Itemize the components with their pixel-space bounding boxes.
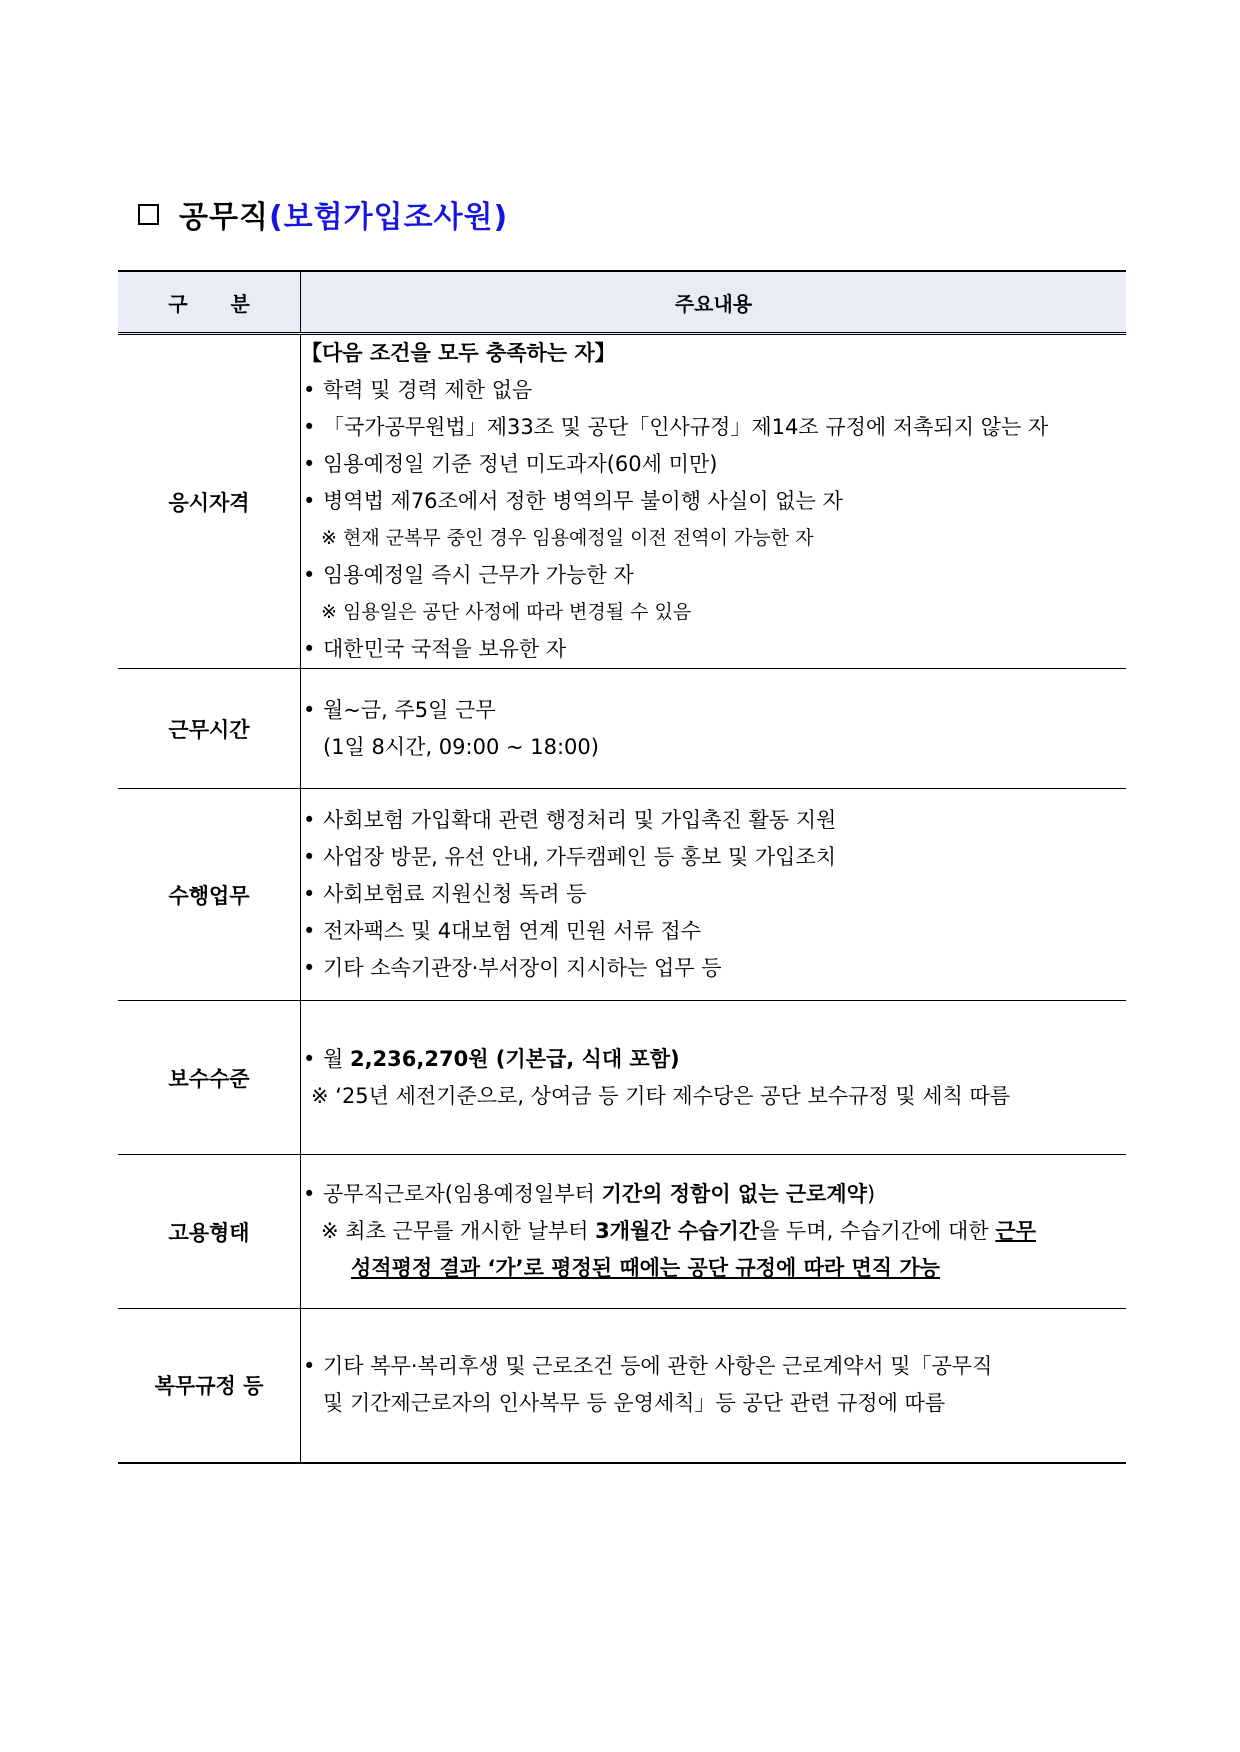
list-item — [301, 1176, 1126, 1213]
list-item: • 「국가공무원법」제33조 및 공단「인사규정」제14조 규정에 저촉되지 않는 자 — [301, 409, 1126, 446]
salary-prefix: 월 — [323, 1046, 350, 1071]
row-content — [301, 334, 1127, 669]
note-text-underline: 성적평정 결과 ‘가’로 평정된 때에는 공단 규정에 따라 면직 가능 — [351, 1256, 940, 1280]
table-row-qualification — [118, 334, 1126, 669]
list-item: • 임용예정일 기준 정년 미도과자(60세 미만) — [301, 446, 1126, 483]
note-text: ※ 현재 군복무 중인 경우 임용예정일 이전 전역이 가능한 자 — [321, 527, 814, 549]
row-label: 근무시간 — [118, 669, 301, 789]
text-bold-underline: 근무 — [995, 1219, 1036, 1243]
text-part: 공무직근로자(임용예정일부터 — [323, 1182, 602, 1206]
row-label: 수행업무 — [118, 789, 301, 1001]
list-item: • 학력 및 경력 제한 없음 — [301, 372, 1126, 409]
condition-heading: 【다음 조건을 모두 충족하는 자】 — [301, 341, 616, 365]
heading-title: 공무직 — [179, 200, 269, 235]
detail-text: 및 기간제근로자의 인사복무 등 운영세칙」등 공단 관련 규정에 따름 — [323, 1391, 946, 1416]
list-item: • 임용예정일 즉시 근무가 가능한 자 — [301, 557, 1126, 594]
header-category: 구 분 — [118, 271, 301, 334]
list-item: • 대한민국 국적을 보유한 자 — [301, 631, 1126, 668]
table-header-row — [118, 271, 1126, 334]
detail-text: (1일 8시간, 09:00 ~ 18:00) — [323, 734, 599, 759]
list-item: • 전자팩스 및 4대보험 연계 민원 서류 접수 — [301, 913, 1126, 950]
list-item — [301, 1041, 1126, 1078]
list-item: • 사회보험 가입확대 관련 행정처리 및 가입촉진 활동 지원 — [301, 802, 1126, 839]
note-text: ※ ‘25년 세전기준으로, 상여금 등 기타 제수당은 공단 보수규정 및 세칙 따름 — [311, 1083, 1011, 1108]
list-item: • 월~금, 주5일 근무 — [301, 692, 1126, 729]
note-text — [301, 1213, 1126, 1250]
table-row-work-hours — [118, 669, 1126, 789]
checkbox-square-icon — [138, 204, 159, 225]
row-label: 응시자격 — [118, 334, 301, 669]
text-part: ) — [866, 1182, 876, 1206]
row-label: 복무규정 등 — [118, 1309, 301, 1463]
header-content: 주요내용 — [301, 271, 1127, 334]
table-row-salary — [118, 1001, 1126, 1155]
list-item: • 사회보험료 지원신청 독려 등 — [301, 876, 1126, 913]
list-item: • 기타 복무·복리후생 및 근로조건 등에 관한 사항은 근로계약서 및「공무직 — [301, 1348, 1126, 1385]
text-bold: 3개월간 수습기간 — [595, 1219, 760, 1243]
row-label: 보수수준 — [118, 1001, 301, 1155]
text-part: ※ 최초 근무를 개시한 날부터 — [321, 1219, 596, 1243]
list-item: • 기타 소속기관장·부서장이 지시하는 업무 등 — [301, 950, 1126, 987]
row-content — [301, 669, 1127, 789]
row-content — [301, 1155, 1127, 1309]
heading-subtitle: (보험가입조사원) — [268, 200, 509, 235]
table-row-duties — [118, 789, 1126, 1001]
list-item: • 사업장 방문, 유선 안내, 가두캠페인 등 홍보 및 가입조치 — [301, 839, 1126, 876]
row-content — [301, 1001, 1127, 1155]
text-part: 을 두며, 수습기간에 대한 — [759, 1219, 996, 1243]
job-info-table — [118, 270, 1126, 1464]
row-content — [301, 1309, 1127, 1463]
row-label: 고용형태 — [118, 1155, 301, 1309]
row-content — [301, 789, 1127, 1001]
table-row-service-rules — [118, 1309, 1126, 1463]
text-bold: 기간의 정함이 없는 근로계약 — [601, 1182, 867, 1206]
list-item: • 병역법 제76조에서 정한 병역의무 불이행 사실이 없는 자 — [301, 483, 1126, 520]
table-row-employment-type — [118, 1155, 1126, 1309]
section-heading — [138, 192, 508, 236]
salary-amount: 2,236,270원 (기본급, 식대 포함) — [349, 1046, 680, 1071]
note-text: ※ 임용일은 공단 사정에 따라 변경될 수 있음 — [321, 601, 692, 623]
